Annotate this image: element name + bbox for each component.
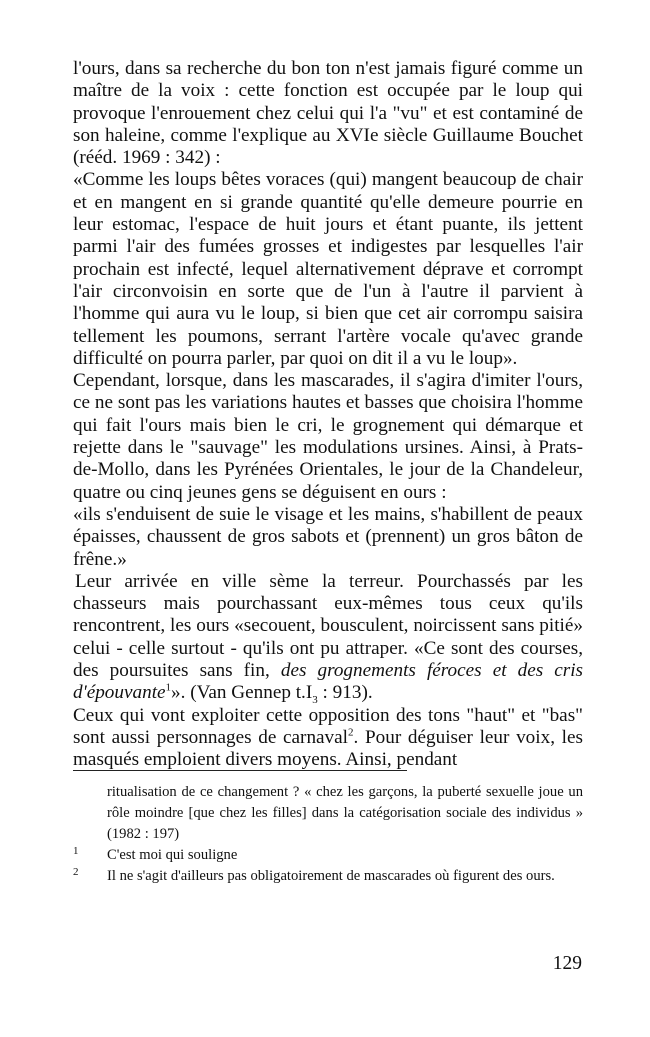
text-run: Leur arrivée en ville sème la terreur. Pourchassés par les chasseurs mais pourchassant eux-mêmes tous ceux qu'ils rencontrent, les ours «secouent, bousculent, noircissent sans pitié» celui - celle surtout - qu'ils ont pu attraper. «Ce sont des courses, des poursuites sans fin, <box>73 570 583 682</box>
footnote-ref-2: 2 <box>348 726 354 739</box>
paragraph-intro: l'ours, dans sa recherche du bon ton n'est jamais figuré comme un maître de la voix : cette fonction est occupée par le loup qui provoque l'enrouement chez celui qui l'a "vu" et est contaminé de son haleine, comme l'explique au XVIe siècle Guillaume Bouchet (rééd. 1969 : 342) : <box>73 58 583 169</box>
footnote-divider <box>73 770 407 771</box>
quotation-bouchet: «Comme les loups bêtes voraces (qui) mangent beaucoup de chair et en mangent en si grande quantité qu'elle demeure pourrie en leur estomac, l'espace de huit jours et étant puante, ils jettent parmi l'air des fumées grosses et indigestes par lesquelles l'air prochain est infecté, lequel alternativement déprave et corrompt l'air circonvoisin en sorte que de l'un à l'autre il parvient à l'homme qui aura vu le loup, si bien que cet air corrompu saisira tellement les poumons, serrant l'artère vocale qu'avec grande difficulté on pourra parler, par quoi on dit il a vu le loup». <box>73 169 583 369</box>
footnote-1 <box>73 845 583 866</box>
footnote-text: C'est moi qui souligne <box>107 847 238 863</box>
volume-subscript: 3 <box>312 694 318 707</box>
footnote-text: Il ne s'agit d'ailleurs pas obligatoirement de mascarades où figurent des ours. <box>107 868 555 884</box>
footnote-number: 1 <box>73 845 79 857</box>
text-run: : 913). <box>317 682 373 704</box>
emphasized-quote: des grognements féroces et des cris d'épouvante <box>73 660 584 704</box>
text-run: . Pour déguiser leur voix, les masqués emploient divers moyens. Ainsi, pendant <box>73 726 583 771</box>
footnotes <box>73 782 583 887</box>
paragraph-mascarades: Cependant, lorsque, dans les mascarades, il s'agira d'imiter l'ours, ce ne sont pas les variations hautes et basses que choisira l'homme qui fait l'ours mais bien le cri, le grognement qui démarque et rejette dans le "sauvage" les modulations ursines. Ainsi, à Prats-de-Mollo, dans les Pyrénées Orientales, le jour de la Chandeleur, quatre ou cinq jeunes gens se déguisent en ours : <box>73 370 583 503</box>
text-run: Ceux qui vont exploiter cette opposition des tons "haut" et "bas" sont aussi personnages de carnaval <box>73 704 583 748</box>
paragraph-carnaval <box>73 705 583 772</box>
text-run: ». (Van Gennep t.I <box>171 682 313 704</box>
footnote-number: 2 <box>73 866 79 878</box>
paragraph-ours-arrivee <box>73 571 583 705</box>
footnote-continuation: ritualisation de ce changement ? « chez les garçons, la puberté sexuelle joue un rôle moindre [que chez les filles] dans la catégorisation sociale des individus » (1982 : 197) <box>107 784 583 842</box>
page-number: 129 <box>552 953 582 974</box>
footnote-ref-1: 1 <box>165 681 172 694</box>
main-text <box>73 58 583 772</box>
footnote-2 <box>73 866 583 887</box>
quotation-prats-de-mollo: «ils s'enduisent de suie le visage et les mains, s'habillent de peaux épaisses, chaussent de gros sabots et (prennent) un gros bâton de frêne.» <box>73 503 583 570</box>
